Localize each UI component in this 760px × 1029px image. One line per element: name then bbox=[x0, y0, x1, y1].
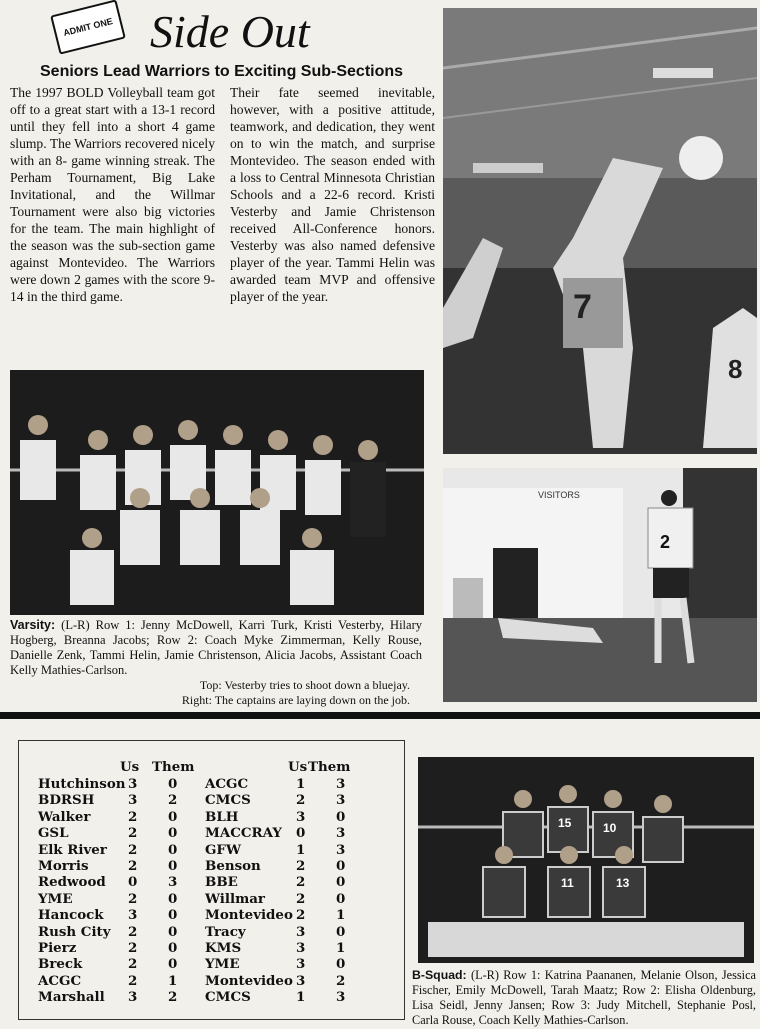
schedule-us-score: 3 bbox=[128, 989, 138, 1006]
schedule-them-score: 0 bbox=[168, 940, 178, 956]
schedule-them-score: 2 bbox=[168, 989, 178, 1006]
ticket-text: ADMIT ONE bbox=[62, 16, 114, 38]
bsquad-jersey-10: 10 bbox=[603, 821, 617, 835]
schedule-them-score: 0 bbox=[336, 890, 346, 907]
schedule-team: ACGC bbox=[205, 776, 249, 792]
schedule-team: Benson bbox=[205, 858, 261, 874]
schedule-us-score: 1 bbox=[296, 776, 306, 792]
schedule-us-score: 3 bbox=[296, 808, 306, 825]
bsquad-jersey-15: 15 bbox=[558, 816, 572, 830]
schedule-team: YME bbox=[205, 956, 240, 973]
schedule-team: Willmar bbox=[205, 890, 265, 907]
schedule-header-them: Them bbox=[308, 759, 351, 775]
schedule-us-score: 2 bbox=[296, 858, 306, 874]
schedule-team: Montevideo bbox=[205, 972, 293, 989]
schedule-us-score: 3 bbox=[128, 907, 138, 924]
jersey-number-7: 7 bbox=[573, 288, 592, 326]
schedule-them-score: 0 bbox=[168, 776, 178, 792]
schedule-team: KMS bbox=[205, 940, 242, 956]
schedule-them-score: 0 bbox=[168, 858, 178, 874]
schedule-us-score: 3 bbox=[296, 940, 306, 956]
schedule-us-score: 2 bbox=[296, 890, 306, 907]
schedule-them-score: 2 bbox=[168, 792, 178, 809]
schedule-us-score: 3 bbox=[296, 972, 306, 989]
schedule-them-score: 3 bbox=[336, 841, 346, 858]
schedule-team: MACCRAY bbox=[205, 825, 282, 842]
schedule-us-score: 2 bbox=[128, 825, 138, 842]
schedule-them-score: 2 bbox=[336, 972, 346, 989]
page-title: Side Out bbox=[150, 6, 310, 57]
schedule-us-score: 3 bbox=[296, 956, 306, 973]
schedule-team: CMCS bbox=[205, 792, 251, 809]
schedule-us-score: 2 bbox=[128, 808, 138, 825]
schedule-team: ACGC bbox=[38, 972, 82, 989]
schedule-them-score: 3 bbox=[336, 792, 346, 809]
schedule-us-score: 2 bbox=[128, 923, 138, 940]
varsity-caption-label: Varsity: bbox=[10, 618, 56, 632]
bsquad-team-photo bbox=[418, 757, 754, 963]
schedule-team: YME bbox=[38, 890, 73, 907]
schedule-them-score: 0 bbox=[336, 808, 346, 825]
gym-visitors-sign: VISITORS bbox=[538, 490, 580, 500]
schedule-them-score: 0 bbox=[168, 808, 178, 825]
jersey-number-2: 2 bbox=[660, 532, 671, 552]
schedule-team: Hancock bbox=[38, 907, 104, 924]
schedule-us-score: 3 bbox=[296, 923, 306, 940]
schedule-them-score: 0 bbox=[336, 874, 346, 891]
bsquad-jersey-11: 11 bbox=[561, 876, 574, 890]
schedule-team: BLH bbox=[205, 808, 239, 825]
schedule-them-score: 1 bbox=[336, 940, 346, 956]
schedule-them-score: 0 bbox=[168, 956, 178, 973]
schedule-them-score: 0 bbox=[168, 841, 178, 858]
schedule-them-score: 1 bbox=[336, 907, 346, 924]
schedule-us-score: 2 bbox=[128, 956, 138, 973]
varsity-caption-text: (L-R) Row 1: Jenny McDowell, Karri Turk, Kristi Vesterby, Hilary Hogberg, Breanna Jacobs; Row 2: Coach Myke Zimmerman, Kelly Rouse, Danielle Zenk, Tammi Helin, Jamie Christenson, Alicia Jacobs, Assistant Coach Kelly Mathies-Carlson. bbox=[10, 618, 422, 677]
page-subtitle: Seniors Lead Warriors to Exciting Sub-Sections bbox=[40, 63, 404, 80]
jersey-number-8: 8 bbox=[728, 354, 743, 384]
schedule-us-score: 2 bbox=[296, 874, 306, 891]
schedule-team: BDRSH bbox=[38, 792, 95, 809]
schedule-them-score: 3 bbox=[168, 874, 178, 891]
schedule-team: GFW bbox=[205, 841, 241, 858]
schedule-team: Pierz bbox=[38, 940, 77, 956]
schedule-them-score: 0 bbox=[168, 923, 178, 940]
schedule-header-us: Us bbox=[288, 759, 308, 775]
schedule-us-score: 2 bbox=[128, 841, 138, 858]
schedule-team: GSL bbox=[38, 825, 69, 842]
schedule-team: Breck bbox=[38, 956, 83, 973]
schedule-us-score: 2 bbox=[128, 940, 138, 956]
schedule-us-score: 2 bbox=[128, 972, 138, 989]
article-column-2: Their fate seemed inevitable, however, with a positive attitude, teamwork, and dedication, they went on to win the match, and surprise Montevideo. The season ended with a loss to Central Minnesota Christian Schools and a 22-6 record. Kristi Vesterby and Jamie Christenson received All-Conference honors. Vesterby was also named defensive player of the year. Tammi Helin was awarded team MVP and offensive player of the year. bbox=[230, 85, 435, 304]
schedule-header-them: Them bbox=[152, 759, 195, 775]
schedule-us-score: 2 bbox=[296, 792, 306, 809]
schedule-us-score: 3 bbox=[128, 792, 138, 809]
schedule-header-us: Us bbox=[120, 759, 140, 775]
right-photo-caption: Right: The captains are laying down on the job. bbox=[181, 693, 410, 707]
schedule-us-score: 0 bbox=[296, 825, 306, 842]
article-column-1: The 1997 BOLD Volleyball team got off to a great start with a 13-1 record until they fell into a short 4 game slump. The Warriors recovered nicely with an 8- game winning streak. The Perham Tournament, Big Lake Invitational, and the Willmar Tournament were also big victories for the team. The main highlight of the season was the sub-section game against Montevideo. The Warriors were down 2 games with the score 9-14 in the third game. bbox=[10, 85, 215, 304]
schedule-us-score: 3 bbox=[128, 776, 138, 792]
schedule-team: BBE bbox=[205, 874, 238, 891]
schedule-them-score: 1 bbox=[168, 972, 178, 989]
schedule-team: Hutchinson bbox=[38, 776, 126, 792]
schedule-them-score: 3 bbox=[336, 776, 346, 792]
schedule-us-score: 1 bbox=[296, 841, 306, 858]
top-photo-caption: Top: Vesterby tries to shoot down a bluejay. bbox=[199, 678, 410, 692]
schedule-team: Montevideo bbox=[205, 907, 293, 924]
schedule-them-score: 0 bbox=[168, 907, 178, 924]
schedule-team: Tracy bbox=[205, 923, 246, 940]
schedule-them-score: 3 bbox=[336, 825, 346, 842]
bsquad-jersey-13: 13 bbox=[616, 876, 630, 890]
schedule-us-score: 2 bbox=[128, 890, 138, 907]
schedule-them-score: 0 bbox=[336, 858, 346, 874]
schedule-team: Elk River bbox=[38, 841, 107, 858]
bsquad-caption-label: B-Squad: bbox=[412, 968, 467, 982]
bsquad-caption-text: (L-R) Row 1: Katrina Paananen, Melanie Olson, Jessica Fischer, Emily McDowell, Tarah Maatz; Row 2: Elisha Oldenburg, Lisa Seidl, Jenny Jansen; Row 3: Judy Mitchell, Stephanie Posl, Carla Rouse, Coach Kelly Mathies-Carlson. bbox=[412, 968, 756, 1027]
schedule-team: Morris bbox=[38, 858, 89, 874]
bsquad-caption bbox=[412, 968, 756, 1028]
schedule-team: Redwood bbox=[38, 874, 106, 891]
schedule-us-score: 1 bbox=[296, 989, 306, 1006]
schedule-team: Rush City bbox=[38, 923, 111, 940]
schedule-them-score: 3 bbox=[336, 989, 346, 1006]
schedule-team: Marshall bbox=[38, 989, 105, 1006]
schedule-us-score: 2 bbox=[128, 858, 138, 874]
schedule-team: CMCS bbox=[205, 989, 251, 1006]
schedule-team: Walker bbox=[38, 808, 91, 825]
schedule-us-score: 2 bbox=[296, 907, 306, 924]
schedule-them-score: 0 bbox=[168, 825, 178, 842]
schedule-them-score: 0 bbox=[336, 923, 346, 940]
schedule-them-score: 0 bbox=[336, 956, 346, 973]
schedule-us-score: 0 bbox=[128, 874, 138, 891]
schedule-them-score: 0 bbox=[168, 890, 178, 907]
